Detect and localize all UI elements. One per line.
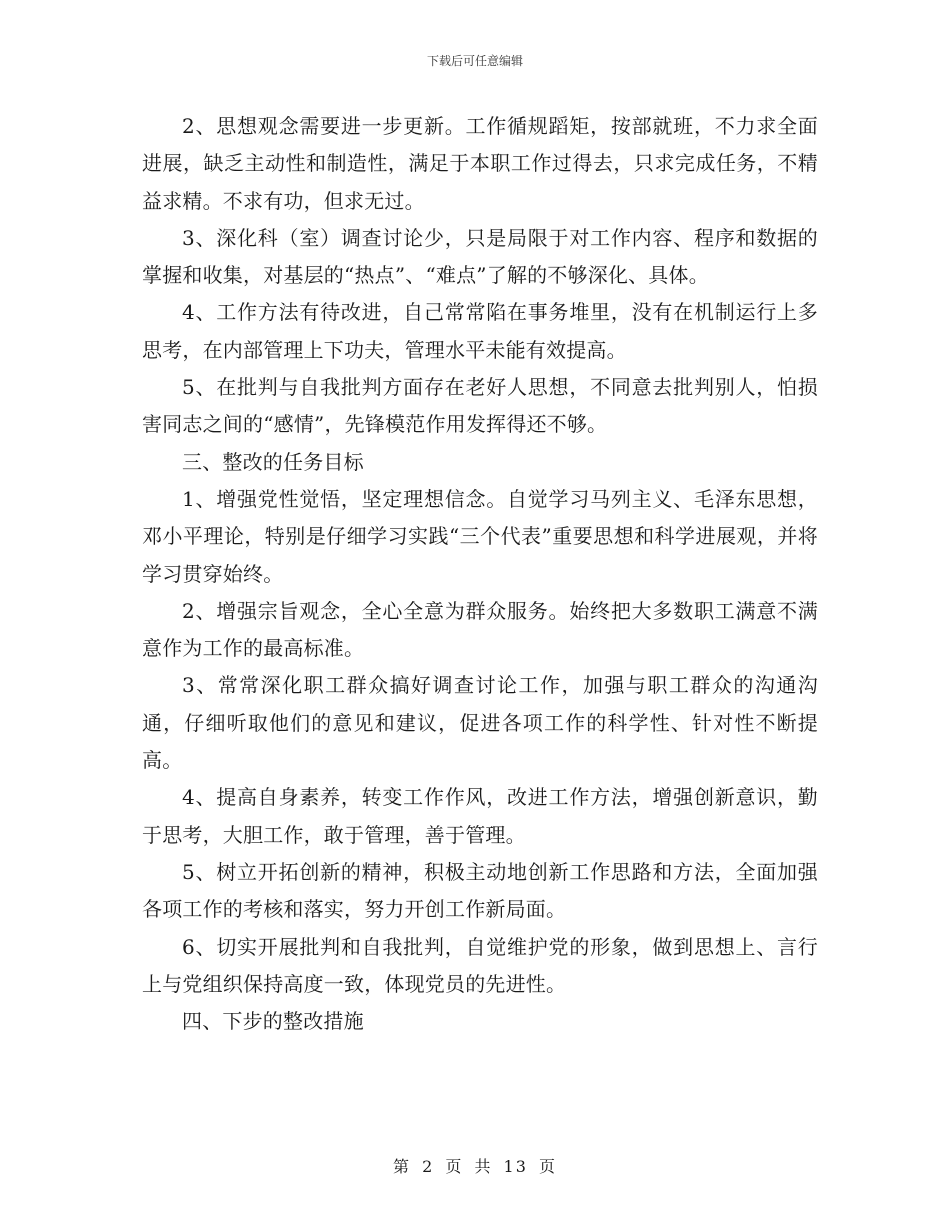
paragraph-4-method: 4、工作方法有待改进，自己常常陷在事务堆里，没有在机制运行上多思考，在内部管理上下功夫，管理水平未能有效提高。	[142, 300, 818, 362]
document-body	[142, 108, 818, 1040]
paragraph-5-criticism: 5、在批判与自我批判方面存在老好人思想，不同意去批判别人，怕损害同志之间的“感情”，先锋模范作用发挥得还不够。	[142, 375, 818, 437]
goal-item-3: 3、常常深化职工群众搞好调查讨论工作，加强与职工群众的沟通沟通，仔细听取他们的意见和建议，促进各项工作的科学性、针对性不断提高。	[142, 673, 818, 773]
goal-item-5: 5、树立开拓创新的精神，积极主动地创新工作思路和方法，全面加强各项工作的考核和落实，努力开创工作新局面。	[142, 859, 818, 922]
section-heading-goals: 三、整改的任务目标	[182, 449, 364, 474]
page-header: 下载后可任意编辑	[426, 54, 523, 68]
paragraph-3-research: 3、深化科（室）调查讨论少，只是局限于对工作内容、程序和数据的掌握和收集，对基层的“热点”、“难点”了解的不够深化、具体。	[142, 225, 818, 288]
paragraph-2-ideology: 2、思想观念需要进一步更新。工作循规蹈矩，按部就班，不力求全面进展，缺乏主动性和制造性，满足于本职工作过得去，只求完成任务，不精益求精。不求有功，但求无过。	[142, 114, 818, 213]
goal-item-4: 4、提高自身素养，转变工作作风，改进工作方法，增强创新意识，勤于思考，大胆工作，敢于管理，善于管理。	[142, 785, 818, 847]
page-footer: 第 2 页 共 13 页	[393, 1157, 557, 1176]
goal-item-2: 2、增强宗旨观念，全心全意为群众服务。始终把大多数职工满意不满意作为工作的最高标准。	[142, 598, 818, 661]
goal-item-6: 6、切实开展批判和自我批判，自觉维护党的形象，做到思想上、言行上与党组织保持高度一致，体现党员的先进性。	[142, 934, 818, 996]
goal-item-1: 1、增强党性觉悟，坚定理想信念。自觉学习马列主义、毛泽东思想，邓小平理论，特别是仔细学习实践“三个代表”重要思想和科学进展观，并将学习贯穿始终。	[142, 486, 818, 586]
section-heading-measures: 四、下步的整改措施	[182, 1009, 364, 1034]
